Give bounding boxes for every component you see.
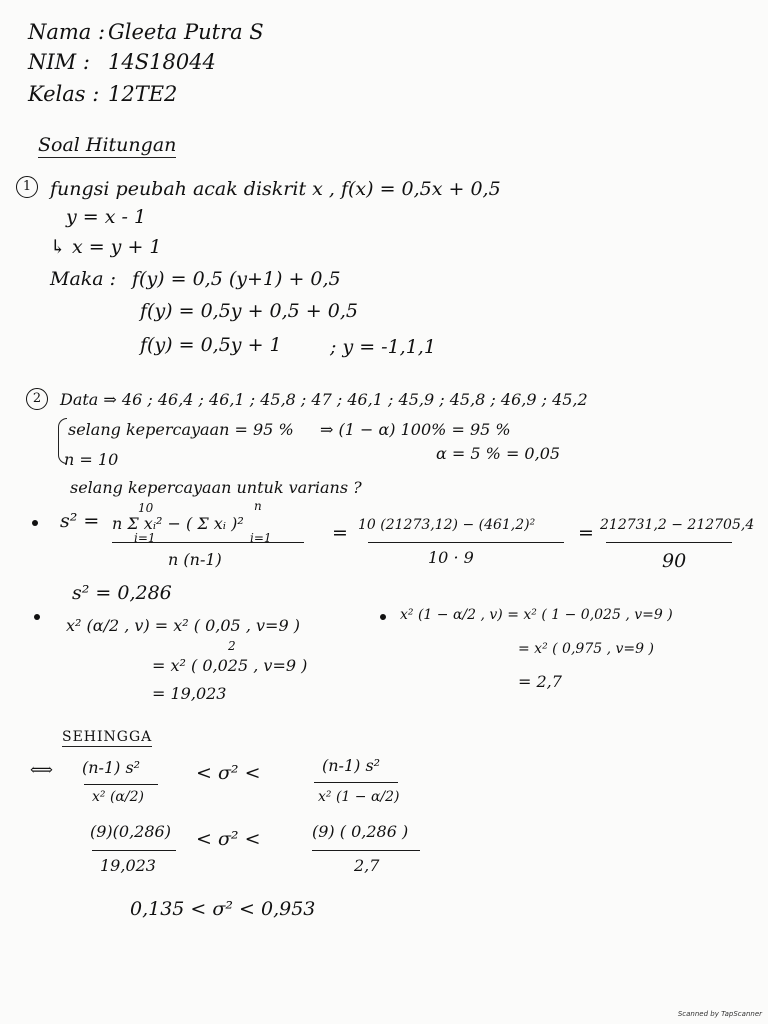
chi-right-line-1: x² (1 − α/2 , v) = x² ( 1 − 0,025 , v=9 ) <box>400 607 673 623</box>
r2-right-numerator: (9) ( 0,286 ) <box>312 822 409 841</box>
q2-data: Data ⇒ 46 ; 46,4 ; 46,1 ; 45,8 ; 47 ; 46,1 ; 45,9 ; 45,8 ; 46,9 ; 45,2 <box>60 390 588 409</box>
chi-left-line-1: x² (α/2 , v) = x² ( 0,05 , v=9 ) <box>66 616 300 635</box>
r1-right-numerator: (n-1) s² <box>322 756 381 775</box>
r2-middle: < σ² < <box>196 828 261 850</box>
s2-denominator-values: 10 · 9 <box>428 548 474 567</box>
chi-left-line-3: = 19,023 <box>152 684 227 703</box>
r2-left-numerator: (9)(0,286) <box>90 822 171 841</box>
chi-left-denominator: 2 <box>228 639 236 653</box>
q1-step-3: f(y) = 0,5y + 1 <box>140 334 282 356</box>
bullet <box>34 614 40 620</box>
nim-label: NIM : <box>28 50 90 74</box>
q2-conf-calc: ⇒ (1 − α) 100% = 95 % <box>320 420 511 439</box>
sum2-upper-limit: n <box>254 499 262 513</box>
chi-right-line-3: = 2,7 <box>518 672 562 691</box>
bullet <box>32 520 38 526</box>
chi-left-line-2: = x² ( 0,025 , v=9 ) <box>152 656 308 675</box>
q1-maka-label: Maka : <box>50 268 117 290</box>
fraction-bar <box>606 542 732 543</box>
question-1-number: 1 <box>16 176 38 198</box>
q1-domain: ; y = -1,1,1 <box>330 336 436 358</box>
kelas-value: 12TE2 <box>108 82 178 106</box>
r2-left-denominator: 19,023 <box>100 856 156 875</box>
bullet <box>380 614 386 620</box>
fraction-bar <box>368 542 564 543</box>
q1-line-y: y = x - 1 <box>66 206 147 228</box>
q2-alpha-calc: α = 5 % = 0,05 <box>436 444 561 463</box>
r1-left-numerator: (n-1) s² <box>82 758 141 777</box>
q1-statement: fungsi peubah acak diskrit x , f(x) = 0,5x + 0,5 <box>50 178 501 200</box>
s2-lhs: s² = <box>60 510 100 532</box>
s2-result: s² = 0,286 <box>72 582 172 604</box>
nim-value: 14S18044 <box>108 50 216 74</box>
s2-denominator-formula: n (n-1) <box>168 550 222 569</box>
r1-middle: < σ² < <box>196 762 261 784</box>
scanner-watermark: Scanned by TapScanner <box>677 1010 762 1018</box>
q2-n-value: n = 10 <box>64 450 119 469</box>
q2-question: selang kepercayaan untuk varians ? <box>70 478 362 497</box>
s2-numerator-values: 10 (21273,12) − (461,2)² <box>358 517 536 533</box>
s2-numerator-formula: n Σ xᵢ² − ( Σ xᵢ )² <box>112 514 244 533</box>
r1-right-denominator: x² (1 − α/2) <box>318 789 400 805</box>
r2-right-denominator: 2,7 <box>354 856 380 875</box>
q1-step-2: f(y) = 0,5y + 0,5 + 0,5 <box>140 300 358 322</box>
kelas-label: Kelas : <box>28 82 100 106</box>
sum-lower-limit: i=1 <box>134 531 156 545</box>
fraction-bar <box>92 850 176 851</box>
s2-numerator-result: 212731,2 − 212705,4 <box>600 517 755 533</box>
fraction-bar <box>84 784 158 785</box>
conclusion-title: SEHINGGA <box>62 729 153 745</box>
fraction-bar <box>112 542 304 543</box>
fraction-bar <box>312 850 420 851</box>
chi-right-line-2: = x² ( 0,975 , v=9 ) <box>518 641 654 657</box>
q1-line-x: ↳ x = y + 1 <box>50 236 162 258</box>
final-interval: 0,135 < σ² < 0,953 <box>130 898 316 920</box>
name-value: Gleeta Putra S <box>108 20 264 44</box>
section-title: Soal Hitungan <box>38 134 177 156</box>
s2-equals: = <box>332 522 348 544</box>
s2-equals-2: = <box>578 522 594 544</box>
sum2-lower-limit: i=1 <box>250 531 272 545</box>
name-label: Nama : <box>28 20 106 44</box>
question-2-number: 2 <box>26 388 48 410</box>
q2-selang: selang kepercayaan = 95 % <box>68 420 294 439</box>
equivalence-arrow: ⟺ <box>30 760 53 779</box>
sum-upper-limit: 10 <box>138 501 154 515</box>
q1-step-1: f(y) = 0,5 (y+1) + 0,5 <box>132 268 341 290</box>
fraction-bar <box>314 782 398 783</box>
r1-left-denominator: x² (α/2) <box>92 789 144 805</box>
s2-denominator-result: 90 <box>662 550 687 572</box>
